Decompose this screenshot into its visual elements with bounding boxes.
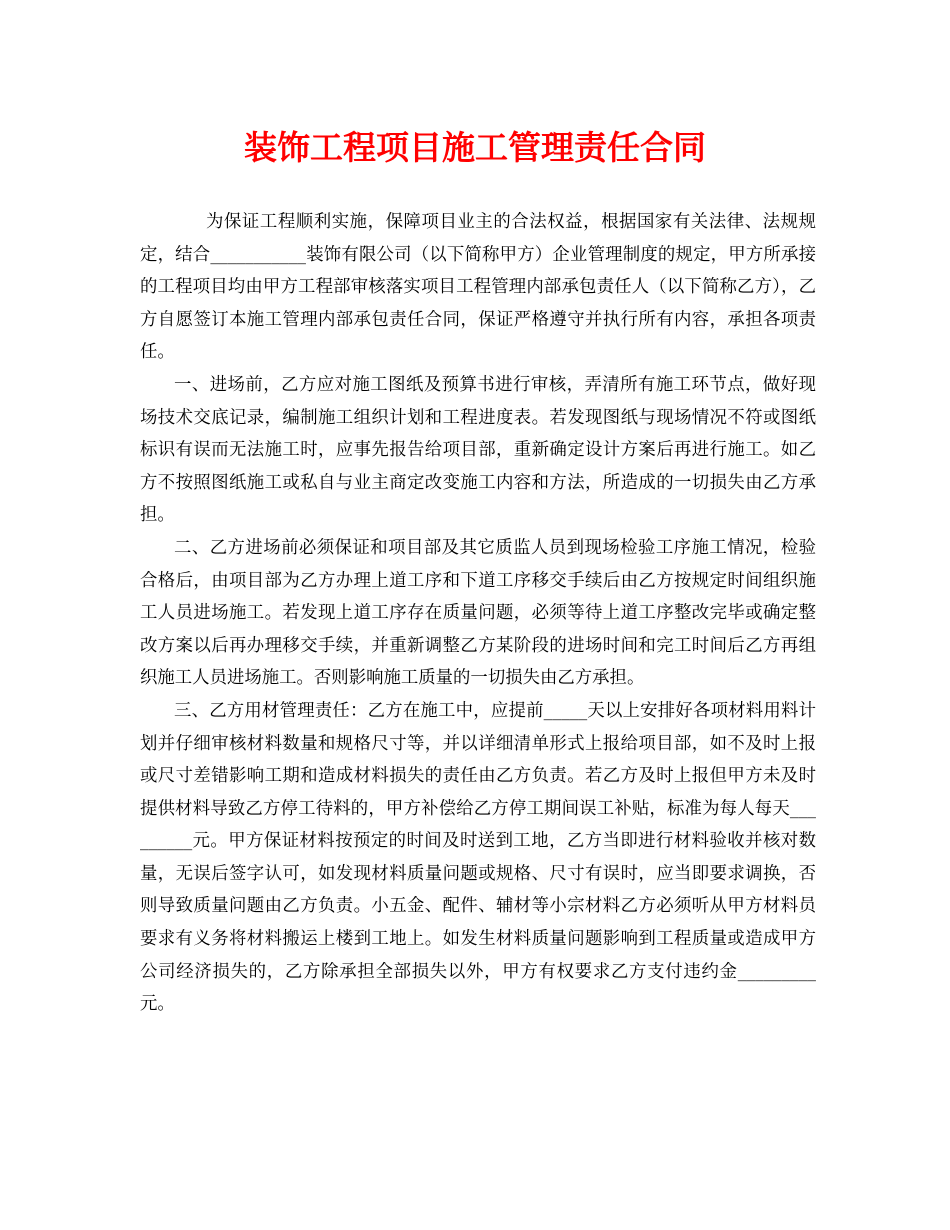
document-body <box>140 206 816 1021</box>
document-title: 装饰工程项目施工管理责任合同 <box>244 128 706 167</box>
clause-3-paragraph: 三、乙方用材管理责任：乙方在施工中，应提前_____天以上安排好各项材料用料计划并仔细审核材料数量和规格尺寸等，并以详细清单形式上报给项目部，如不及时上报或尺寸差错影响工期和造成材料损失的责任由乙方负责。若乙方及时上报但甲方未及时提供材料导致乙方停工待料的，甲方补偿给乙方停工期间误工补贴，标准为每人每天_________元。甲方保证材料按预定的时间及时送到工地，乙方当即进行材料验收并核对数量，无误后签字认可，如发现材料质量问题或规格、尺寸有误时，应当即要求调换，否则导致质量问题由乙方负责。小五金、配件、辅材等小宗材料乙方必须听从甲方材料员要求有义务将材料搬运上楼到工地上。如发生材料质量问题影响到工程质量或造成甲方公司经济损失的，乙方除承担全部损失以外，甲方有权要求乙方支付违约金_________元。 <box>140 700 816 1015</box>
clause-2-paragraph: 二、乙方进场前必须保证和项目部及其它质监人员到现场检验工序施工情况，检验合格后，由项目部为乙方办理上道工序和下道工序移交手续后由乙方按规定时间组织施工人员进场施工。若发现上道工序存在质量问题，必须等待上道工序整改完毕或确定整改方案以后再办理移交手续，并重新调整乙方某阶段的进场时间和完工时间后乙方再组织施工人员进场施工。否则影响施工质量的一切损失由乙方承担。 <box>140 537 816 689</box>
intro-paragraph: 为保证工程顺利实施，保障项目业主的合法权益，根据国家有关法律、法规规定，结合___________装饰有限公司（以下简称甲方）企业管理制度的规定，甲方所承接的工程项目均由甲方工程部审核落实项目工程管理内部承包责任人（以下简称乙方），乙方自愿签订本施工管理内部承包责任合同，保证严格遵守并执行所有内容，承担各项责任。 <box>140 212 816 363</box>
clause-1-paragraph: 一、进场前，乙方应对施工图纸及预算书进行审核，弄清所有施工环节点，做好现场技术交底记录，编制施工组织计划和工程进度表。若发现图纸与现场情况不符或图纸标识有误而无法施工时，应事先报告给项目部，重新确定设计方案后再进行施工。如乙方不按照图纸施工或私自与业主商定改变施工内容和方法，所造成的一切损失由乙方承担。 <box>140 374 816 526</box>
